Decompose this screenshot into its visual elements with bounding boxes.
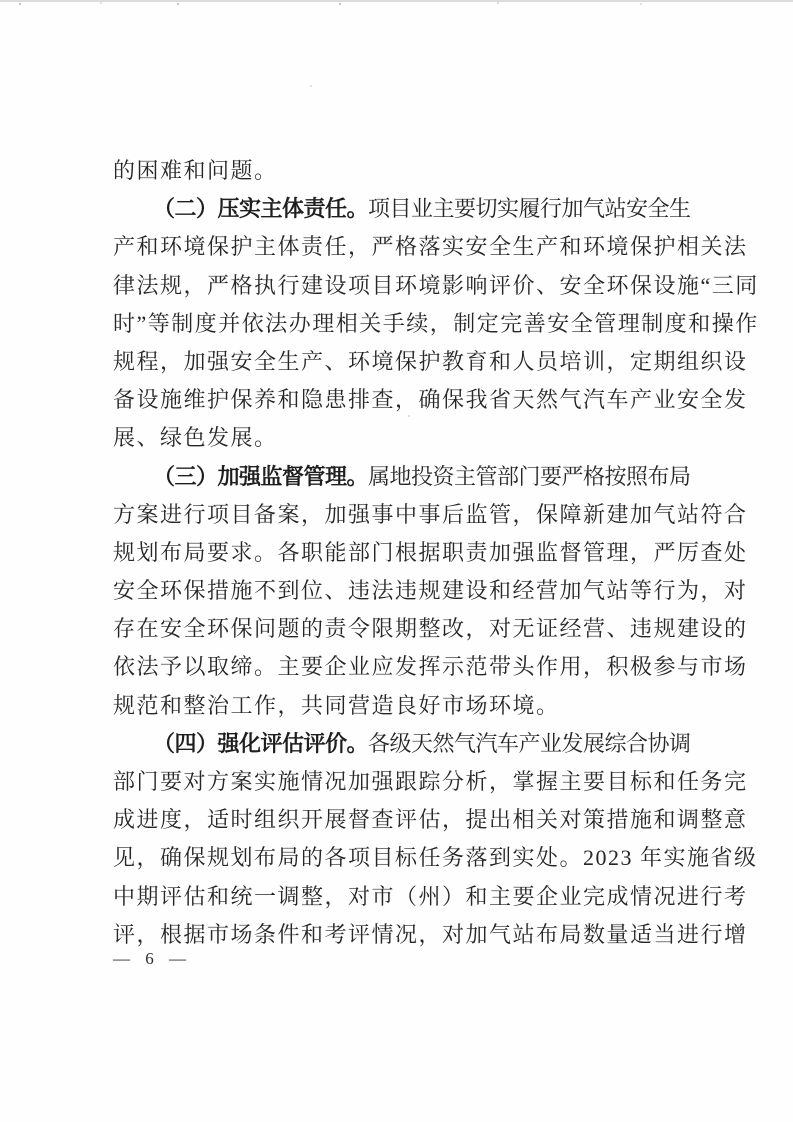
paragraph-line: 规范和整治工作，共同营造良好市场环境。 [113, 692, 560, 718]
page-number: — 6 — [113, 949, 189, 968]
scan-speck [100, 2, 102, 4]
paragraph-first-line [113, 190, 691, 228]
paragraph-line: 见，确保规划布局的各项目标任务落到实处。2023 年实施省级 [113, 845, 758, 871]
paragraph-line: 存在安全环保问题的责令限期整改，对无证经营、违规建设的 [113, 616, 748, 642]
section-heading: （四）强化评估评价。 [153, 730, 369, 756]
paragraph-line: 评，根据市场条件和考评情况，对加气站布局数量适当进行增 [113, 921, 748, 947]
paragraph-line: 成进度，适时组织开展督查评估，提出相关对策措施和调整意 [113, 807, 748, 833]
page-footer [113, 948, 189, 970]
paragraph-line: 依法予以取缔。主要企业应发挥示范带头作用，积极参与市场 [113, 654, 748, 680]
scan-top-edge [0, 0, 793, 2]
scan-speck [310, 85, 312, 87]
paragraph-line: 部门要对方案实施情况加强跟踪分析，掌握主要目标和任务完 [113, 769, 748, 794]
paragraph-text: 项目业主要切实履行加气站安全生 [368, 196, 691, 222]
paragraph-line: 的困难和问题。 [113, 158, 278, 183]
scan-speck [497, 2, 499, 4]
paragraph-text: 属地投资主管部门要严格按照布局 [368, 463, 691, 489]
paragraph-line: 中期评估和统一调整，对市（州）和主要企业完成情况进行考 [113, 883, 748, 909]
paragraph-line: 方案进行项目备案，加强事中事后监管，保障新建加气站符合 [113, 501, 748, 527]
section-heading: （二）压实主体责任。 [153, 196, 369, 222]
paragraph-line: 产和环境保护主体责任，严格落实安全生产和环境保护相关法 [113, 234, 748, 260]
scan-speck [339, 3, 341, 5]
paragraph-line: 规程，加强安全生产、环境保护教育和人员培训，定期组织设 [113, 348, 748, 374]
paragraph-line: 律法规，严格执行建设项目环境影响评价、安全环保设施“三同 [113, 272, 759, 298]
paragraph-line: 安全环保措施不到位、违法违规建设和经营加气站等行为，对 [113, 578, 748, 604]
paragraph-line: 备设施维护保养和隐患排查，确保我省天然气汽车产业安全发 [113, 387, 748, 413]
paragraph-line: 展、绿色发展。 [113, 425, 278, 451]
scan-speck [640, 3, 642, 5]
paragraph-text: 各级天然气汽车产业发展综合协调 [368, 730, 691, 756]
scan-speck [177, 3, 179, 5]
paragraph-line: 规划布局要求。各职能部门根据职责加强监督管理，严厉查处 [113, 539, 748, 565]
paragraph-first-line [113, 458, 691, 496]
paragraph-first-line [113, 725, 691, 763]
document-body [113, 152, 759, 954]
section-heading: （三）加强监督管理。 [153, 463, 369, 489]
scan-speck [19, 3, 21, 5]
paragraph-line: 时”等制度并依法办理相关手续，制定完善安全管理制度和操作 [113, 310, 759, 336]
